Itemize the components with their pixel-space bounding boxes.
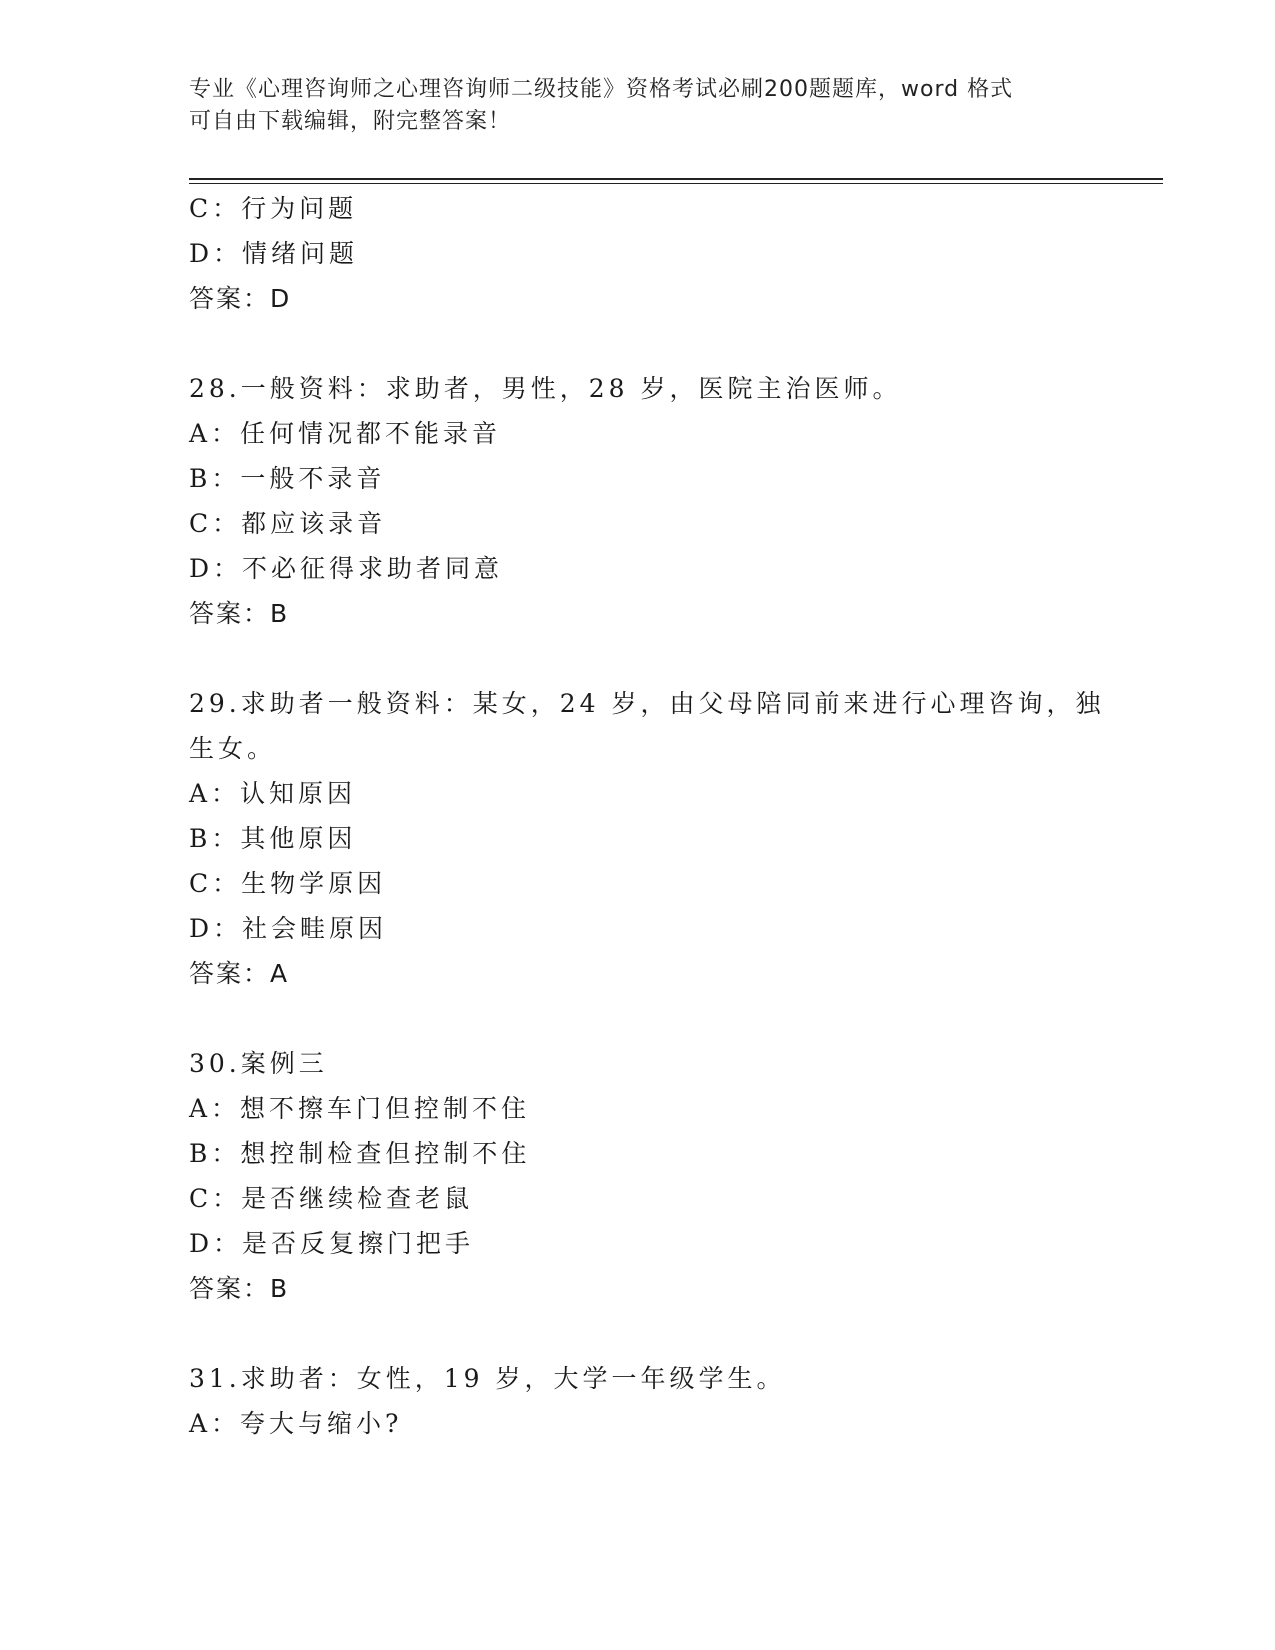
option-d: D：不必征得求助者同意 (189, 554, 504, 583)
option-d: D：情绪问题 (189, 239, 359, 268)
option-a: A：夸大与缩小? (189, 1409, 403, 1438)
option-c: C：生物学原因 (189, 869, 387, 898)
header-rule-thin (189, 183, 1163, 184)
question-29-continued: 生女。 (189, 734, 277, 763)
option-b: B：一般不录音 (189, 464, 386, 493)
answer: 答案：B (189, 1274, 290, 1303)
page-header (189, 74, 1069, 138)
option-a: A：想不擦车门但控制不住 (189, 1094, 531, 1123)
option-c: C：都应该录音 (189, 509, 387, 538)
option-d: D：社会畦原因 (189, 914, 388, 943)
option-b: B：其他原因 (189, 824, 357, 853)
answer: 答案：B (189, 599, 290, 628)
option-a: A：认知原因 (189, 779, 357, 808)
question-30: 30.案例三 (189, 1049, 328, 1078)
question-28: 28.一般资料：求助者，男性，28 岁，医院主治医师。 (189, 374, 902, 403)
answer: 答案：D (189, 284, 292, 313)
option-b: B：想控制检查但控制不住 (189, 1139, 531, 1168)
header-line-2: 可自由下载编辑，附完整答案！ (189, 109, 512, 134)
header-rule-thick (189, 178, 1163, 180)
option-c: C：行为问题 (189, 194, 358, 223)
option-a: A：任何情况都不能录音 (189, 419, 502, 448)
option-d: D：是否反复擦门把手 (189, 1229, 475, 1258)
question-31: 31.求助者：女性，19 岁，大学一年级学生。 (189, 1364, 786, 1393)
header-line-1: 专业《心理咨询师之心理咨询师二级技能》资格考试必刷200题题库，word 格式 (189, 77, 1014, 102)
option-c: C：是否继续检查老鼠 (189, 1184, 474, 1213)
answer: 答案：A (189, 959, 290, 988)
question-29: 29.求助者一般资料：某女，24 岁，由父母陪同前来进行心理咨询，独 (189, 689, 1105, 718)
